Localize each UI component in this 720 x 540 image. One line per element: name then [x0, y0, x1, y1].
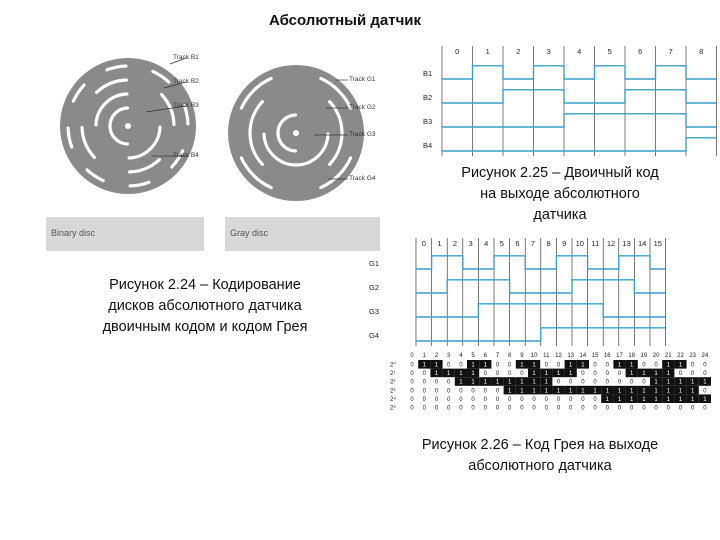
table-cell-value: 1 — [642, 396, 646, 403]
table-header: 6 — [483, 353, 487, 359]
position-number: 8 — [699, 47, 704, 56]
encoder-discs-figure — [46, 50, 386, 210]
table-cell-value: 1 — [642, 371, 646, 378]
signal-label: B2 — [423, 93, 433, 102]
table-cell-value: 0 — [569, 379, 573, 386]
signal-label: B1 — [423, 69, 433, 78]
table-cell-value: 0 — [471, 405, 475, 412]
table-cell-value: 0 — [654, 405, 658, 412]
track-label-g4: Track G4 — [349, 175, 376, 182]
slide-title: Абсолютный датчик — [268, 12, 422, 29]
track-label-b3: Track B3 — [173, 102, 199, 109]
table-cell-value: 1 — [544, 371, 548, 378]
caption-line: Рисунок 2.24 – Кодирование — [109, 277, 301, 293]
caption-line: двоичным кодом и кодом Грея — [102, 319, 308, 335]
table-cell-value: 0 — [520, 405, 524, 412]
table-cell-value: 0 — [593, 362, 597, 369]
table-cell-value: 0 — [581, 371, 585, 378]
position-number: 1 — [485, 47, 490, 56]
table-cell-value: 1 — [666, 388, 670, 395]
table-cell-value: 1 — [532, 388, 536, 395]
table-cell-value: 0 — [434, 388, 439, 395]
table-header: 0 — [410, 353, 414, 359]
table-cell-value: 1 — [569, 371, 573, 378]
table-cell-value: 0 — [532, 405, 536, 412]
table-cell-value: 1 — [630, 362, 634, 369]
table-cell-value: 1 — [691, 379, 695, 386]
table-header: 24 — [701, 353, 709, 359]
table-cell-value: 1 — [691, 388, 695, 395]
table-cell-value: 1 — [642, 388, 646, 395]
table-cell-value: 1 — [666, 396, 670, 403]
table-header: 9 — [520, 353, 524, 359]
table-cell-value: 0 — [447, 396, 451, 403]
table-cell-value: 0 — [678, 371, 683, 378]
table-cell-value: 1 — [630, 371, 634, 378]
caption-line: абсолютного датчика — [468, 458, 612, 474]
table-cell-value: 0 — [410, 379, 414, 386]
table-row-label: 2⁰ — [390, 362, 396, 369]
table-cell-value: 0 — [471, 396, 475, 403]
binary-disc-label: Binary disc — [46, 217, 204, 251]
table-cell-value: 1 — [703, 379, 707, 386]
table-cell-value: 1 — [691, 396, 695, 403]
table-cell-value: 0 — [593, 371, 597, 378]
table-cell-value: 0 — [434, 379, 439, 386]
table-cell-value: 1 — [434, 362, 439, 369]
table-cell-value: 1 — [654, 396, 658, 403]
table-cell-value: 1 — [654, 371, 658, 378]
table-cell-value: 0 — [556, 362, 561, 369]
table-header: 11 — [543, 353, 550, 359]
table-cell-value: 1 — [678, 396, 683, 403]
track-label-b4: Track B4 — [173, 152, 199, 159]
table-cell-value: 1 — [703, 396, 707, 403]
position-number: 7 — [530, 239, 536, 248]
table-row-label: 2² — [390, 379, 396, 386]
table-header: 4 — [459, 353, 463, 359]
table-cell-value: 0 — [495, 362, 500, 369]
table-cell-value: 0 — [483, 396, 487, 403]
table-cell-value: 0 — [581, 405, 585, 412]
table-cell-value: 1 — [605, 388, 609, 395]
table-cell-value: 0 — [434, 396, 439, 403]
table-cell-value: 0 — [520, 371, 524, 378]
gray-code-table — [390, 350, 710, 412]
table-cell-value: 1 — [617, 362, 622, 369]
position-number: 0 — [455, 47, 460, 56]
table-cell-value: 0 — [483, 405, 487, 412]
table-cell-value: 0 — [605, 405, 609, 412]
caption-line: Рисунок 2.26 – Код Грея на выходе — [421, 437, 659, 453]
table-cell-value: 0 — [581, 379, 585, 386]
table-header: 5 — [471, 353, 475, 359]
table-cell-value: 1 — [532, 362, 536, 369]
table-header: 21 — [664, 353, 672, 359]
table-cell-value: 0 — [691, 362, 695, 369]
signal-waveform — [416, 328, 666, 341]
position-number: 3 — [468, 239, 473, 248]
table-cell-value: 0 — [544, 396, 548, 403]
table-cell-value: 1 — [434, 371, 439, 378]
signal-waveform — [442, 66, 717, 79]
table-cell-value: 1 — [532, 379, 536, 386]
table-cell-value: 1 — [666, 371, 670, 378]
table-cell-value: 0 — [483, 388, 487, 395]
caption-fig-2-24 — [50, 275, 360, 338]
table-cell-value: 0 — [630, 379, 634, 386]
table-header: 13 — [567, 353, 575, 359]
table-cell-value: 0 — [471, 388, 475, 395]
table-cell-value: 1 — [617, 396, 622, 403]
table-cell-value: 0 — [703, 371, 707, 378]
table-cell-value: 0 — [666, 405, 670, 412]
table-cell-value: 0 — [410, 371, 414, 378]
table-cell-value: 1 — [520, 379, 524, 386]
position-number: 6 — [638, 47, 643, 56]
table-cell-value: 0 — [410, 405, 414, 412]
caption-line: дисков абсолютного датчика — [108, 298, 302, 314]
table-cell-value: 0 — [556, 379, 561, 386]
table-header: 12 — [555, 353, 562, 359]
table-cell-value: 0 — [544, 362, 548, 369]
position-number: 5 — [499, 239, 504, 248]
table-cell-value: 1 — [471, 362, 475, 369]
table-header: 16 — [603, 353, 611, 359]
table-cell-value: 1 — [654, 379, 658, 386]
position-number: 4 — [484, 239, 489, 248]
table-row-label: 2¹ — [390, 371, 396, 378]
position-number: 12 — [606, 239, 616, 248]
table-cell-value: 1 — [447, 371, 451, 378]
table-cell-value: 0 — [483, 371, 487, 378]
table-cell-value: 0 — [495, 371, 500, 378]
signal-waveform — [442, 138, 717, 151]
table-cell-value: 0 — [495, 388, 500, 395]
position-number: 15 — [653, 239, 662, 248]
signal-waveform — [442, 114, 717, 127]
table-cell-value: 1 — [630, 396, 634, 403]
table-cell-value: 0 — [459, 362, 463, 369]
table-cell-value: 0 — [654, 362, 658, 369]
table-cell-value: 1 — [508, 379, 512, 386]
table-cell-value: 0 — [520, 396, 524, 403]
table-cell-value: 0 — [410, 388, 414, 395]
binary-timing-diagram — [420, 44, 704, 154]
table-cell-value: 1 — [666, 379, 670, 386]
table-header: 23 — [689, 353, 697, 359]
table-cell-value: 0 — [410, 396, 414, 403]
table-cell-value: 1 — [508, 388, 512, 395]
table-cell-value: 1 — [569, 362, 573, 369]
table-cell-value: 0 — [605, 379, 609, 386]
table-cell-value: 1 — [605, 396, 609, 403]
position-number: 5 — [607, 47, 612, 56]
table-header: 22 — [677, 353, 684, 359]
table-header: 10 — [530, 353, 538, 359]
table-cell-value: 0 — [703, 388, 707, 395]
table-cell-value: 1 — [666, 362, 670, 369]
table-cell-value: 1 — [544, 379, 548, 386]
table-cell-value: 1 — [581, 362, 585, 369]
table-cell-value: 0 — [459, 388, 463, 395]
table-cell-value: 0 — [605, 371, 609, 378]
signal-label: B3 — [423, 117, 433, 126]
table-cell-value: 1 — [471, 371, 475, 378]
table-cell-value: 0 — [593, 396, 597, 403]
table-cell-value: 0 — [447, 405, 451, 412]
table-cell-value: 1 — [422, 362, 426, 369]
table-cell-value: 0 — [459, 396, 463, 403]
table-cell-value: 1 — [556, 388, 561, 395]
position-number: 6 — [515, 239, 520, 248]
table-cell-value: 0 — [422, 396, 426, 403]
table-cell-value: 0 — [691, 371, 695, 378]
caption-line: датчика — [533, 207, 587, 223]
table-header: 15 — [591, 353, 599, 359]
signal-label: B4 — [423, 141, 433, 150]
position-number: 10 — [575, 239, 584, 248]
table-cell-value: 0 — [581, 396, 585, 403]
table-cell-value: 0 — [703, 362, 707, 369]
position-number: 8 — [546, 239, 551, 248]
disc-hub — [125, 123, 131, 129]
position-number: 3 — [546, 47, 551, 56]
table-cell-value: 1 — [520, 362, 524, 369]
position-number: 9 — [562, 239, 567, 248]
table-header: 18 — [628, 353, 636, 359]
signal-label: G1 — [369, 259, 380, 268]
gray-disc-graphic — [228, 65, 364, 201]
table-header: 17 — [616, 353, 623, 359]
track-label-b2: Track B2 — [173, 78, 199, 85]
table-cell-value: 0 — [569, 396, 573, 403]
gray-timing-diagram — [366, 234, 666, 346]
position-number: 4 — [577, 47, 582, 56]
table-cell-value: 0 — [703, 405, 707, 412]
table-cell-value: 1 — [459, 379, 463, 386]
table-cell-value: 1 — [593, 388, 597, 395]
table-row-label: 2⁴ — [390, 396, 396, 403]
table-cell-value: 1 — [483, 379, 487, 386]
table-cell-value: 0 — [422, 388, 426, 395]
table-cell-value: 0 — [691, 405, 695, 412]
table-cell-value: 0 — [447, 379, 451, 386]
table-row-label: 2⁵ — [390, 405, 396, 412]
table-cell-value: 1 — [569, 388, 573, 395]
table-cell-value: 1 — [471, 379, 475, 386]
position-number: 14 — [638, 239, 647, 248]
table-cell-value: 0 — [642, 362, 646, 369]
table-cell-value: 1 — [544, 388, 548, 395]
table-cell-value: 1 — [459, 371, 463, 378]
table-cell-value: 0 — [508, 371, 512, 378]
signal-waveform — [442, 90, 717, 103]
table-cell-value: 0 — [617, 379, 622, 386]
caption-fig-2-26 — [385, 435, 695, 477]
table-cell-value: 0 — [544, 405, 548, 412]
table-cell-value: 0 — [508, 405, 512, 412]
table-cell-value: 1 — [495, 379, 500, 386]
table-cell-value: 0 — [593, 379, 597, 386]
table-cell-value: 0 — [605, 362, 609, 369]
table-cell-value: 0 — [422, 405, 426, 412]
signal-label: G3 — [369, 307, 380, 316]
position-number: 0 — [421, 239, 426, 248]
caption-line: на выходе абсолютного — [480, 186, 640, 202]
caption-line: Рисунок 2.25 – Двоичный код — [461, 165, 659, 181]
table-header: 3 — [447, 353, 451, 359]
table-cell-value: 0 — [459, 405, 463, 412]
table-cell-value: 1 — [532, 371, 536, 378]
table-header: 8 — [508, 353, 512, 359]
table-header: 7 — [495, 353, 500, 359]
table-cell-value: 0 — [678, 405, 683, 412]
table-cell-value: 0 — [495, 396, 500, 403]
track-label-g1: Track G1 — [349, 76, 376, 83]
table-cell-value: 1 — [630, 388, 634, 395]
signal-label: G4 — [369, 331, 380, 340]
table-cell-value: 1 — [678, 362, 683, 369]
table-cell-value: 1 — [556, 371, 561, 378]
position-number: 7 — [668, 47, 673, 56]
table-cell-value: 1 — [678, 388, 683, 395]
table-cell-value: 0 — [593, 405, 597, 412]
signal-label: G2 — [369, 283, 380, 292]
table-cell-value: 0 — [630, 405, 634, 412]
table-cell-value: 0 — [508, 396, 512, 403]
table-header: 20 — [652, 353, 660, 359]
table-cell-value: 0 — [410, 362, 414, 369]
table-cell-value: 1 — [581, 388, 585, 395]
table-cell-value: 1 — [520, 388, 524, 395]
table-header: 1 — [422, 353, 426, 359]
table-cell-value: 0 — [569, 405, 573, 412]
table-cell-value: 0 — [495, 405, 500, 412]
table-cell-value: 0 — [617, 405, 622, 412]
table-header: 14 — [579, 353, 587, 359]
position-number: 13 — [622, 239, 631, 248]
position-number: 1 — [437, 239, 442, 248]
table-cell-value: 0 — [508, 362, 512, 369]
position-number: 2 — [516, 47, 521, 56]
table-cell-value: 0 — [642, 379, 646, 386]
position-number: 2 — [452, 239, 458, 248]
table-header: 19 — [640, 353, 648, 359]
table-cell-value: 1 — [678, 379, 683, 386]
track-label-b1: Track B1 — [173, 54, 199, 61]
track-label-g2: Track G2 — [349, 104, 376, 111]
table-row-label: 2³ — [390, 388, 396, 395]
table-cell-value: 0 — [642, 405, 646, 412]
caption-fig-2-25 — [425, 163, 695, 226]
disc-hub — [293, 130, 299, 136]
table-cell-value: 1 — [617, 388, 622, 395]
table-cell-value: 0 — [556, 396, 561, 403]
table-cell-value: 0 — [422, 371, 426, 378]
gray-disc-label: Gray disc — [225, 217, 380, 251]
table-cell-value: 0 — [556, 405, 561, 412]
table-cell-value: 0 — [422, 379, 426, 386]
table-cell-value: 1 — [483, 362, 487, 369]
table-cell-value: 0 — [447, 388, 451, 395]
table-cell-value: 0 — [434, 405, 439, 412]
table-cell-value: 0 — [532, 396, 536, 403]
table-cell-value: 1 — [654, 388, 658, 395]
track-label-g3: Track G3 — [349, 131, 376, 138]
table-cell-value: 0 — [617, 371, 622, 378]
table-header: 2 — [434, 353, 439, 359]
position-number: 11 — [591, 239, 600, 248]
table-cell-value: 0 — [447, 362, 451, 369]
